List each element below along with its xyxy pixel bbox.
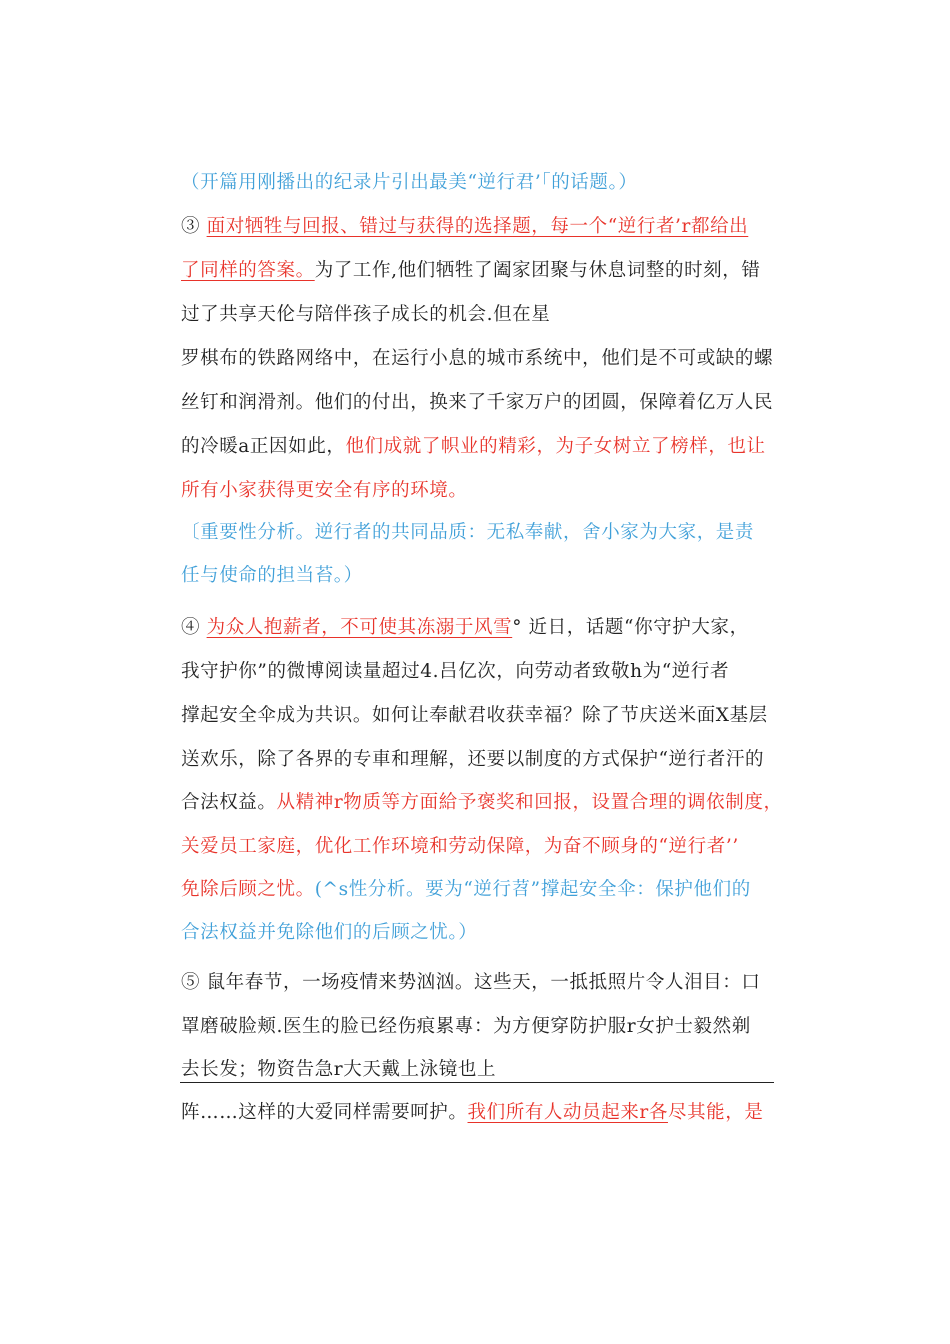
note-importance-line-2: 任与使命的担当苔。） [181, 565, 363, 586]
paragraph-4-line-4: 送欢乐，除了各界的专車和理解，还要以制度的方式保护“逆行者汗的 [181, 749, 765, 770]
paragraph-5-text: 阵……这样的大爱同样需要呵护。 [181, 1102, 468, 1123]
paragraph-4-highlight: 从精神r物质等方面給予褒奖和回报，设置合理的调依制度， [276, 792, 783, 813]
paragraph-3-thesis: 面对牺牲与回报、错过与获得的选择题，每一个“逆行者’r都给出 [206, 216, 749, 237]
paragraph-number-4: ④ [181, 617, 207, 638]
paragraph-3-line-4: 罗棋布的铁路网络中，在运行小息的城市系统中，他们是不可或缺的螺 [181, 348, 774, 369]
note-necessity: (^s性分析。要为“逆行苕”撑起安全伞：保护他们的 [314, 879, 751, 900]
paragraph-3-line-6 [181, 434, 766, 460]
paragraph-4-text-2: 合法权益。 [181, 792, 277, 813]
paragraph-5-line-1: ⑤ 鼠年春节，一场疫情来势汹汹。这些天，一抵抵照片令人泪目：口 [181, 972, 761, 993]
paragraph-4-highlight-end: 免除后顾之忧。 [181, 879, 315, 900]
paragraph-3-line-7: 所有小家获得更安全有序的环境。 [181, 480, 468, 501]
note-opening: （开篇用刚播出的纪录片引出最美“逆行君’「的话题。） [181, 172, 638, 193]
paragraph-3-thesis-end: 了同样的答案。 [181, 260, 315, 281]
paragraph-4-line-7 [181, 877, 751, 903]
paragraph-4-line-3: 撑起安全伞成为共识。如何让奉献君收获幸福？除了节庆送米面X基层 [181, 705, 768, 726]
paragraph-4-text: ° 近日，话题“你守护大家， [512, 617, 749, 638]
paragraph-3-line-1 [181, 214, 748, 240]
paragraph-4-thesis: 为众人抱薪者，不可使其冻溺于风雪 [206, 617, 513, 638]
paragraph-4-line-5 [181, 790, 783, 816]
paragraph-3-line-3: 过了共享天伦与陪伴孩子成长的机会.但在星 [181, 304, 551, 325]
note-necessity-line-2: 合法权益并免除他们的后顾之忧。） [181, 922, 478, 943]
note-importance-line-1: 〔重要性分析。逆行者的共同品质：无私奉献，舍小家为大家，是责 [181, 522, 755, 543]
paragraph-5-thesis: 我们所有人动员起来r各 [467, 1102, 668, 1123]
paragraph-5-line-3: 去长发；物资告急r大天戴上泳镜也上 [181, 1059, 497, 1080]
paragraph-number-3: ③ [181, 216, 207, 237]
divider-rule [180, 1082, 774, 1083]
paragraph-3-line-5: 丝钉和润滑剂。他们的付出，换来了千家万户的团圆，保障着亿万人民 [181, 392, 774, 413]
paragraph-3-highlight: 他们成就了帜业的精彩，为子女树立了榜样，也让 [345, 436, 766, 457]
paragraph-3-text-2: 的冷暖a正因如此， [181, 436, 346, 457]
paragraph-4-line-2: 我守护你”的微博阅读量超过4.吕亿次，向劳动者致敬h为“逆行者 [181, 661, 730, 682]
paragraph-4-line-1 [181, 615, 749, 641]
paragraph-5-line-4 [181, 1100, 763, 1126]
paragraph-5-highlight: 尽其能，是 [667, 1102, 764, 1123]
paragraph-3-line-2 [181, 258, 761, 284]
paragraph-5-line-2: 罩磨破脸颊.医生的脸已经伤痕累專：为方便穿防护服r女护士毅然剃 [181, 1016, 751, 1037]
paragraph-3-text: 为了工作,他们牺牲了阖家团聚与休息词整的时刻，错 [314, 260, 761, 281]
paragraph-4-line-6: 关爱员工家庭，优化工作环境和劳动保障，为奋不顾身的“逆行者’’ [181, 836, 739, 857]
